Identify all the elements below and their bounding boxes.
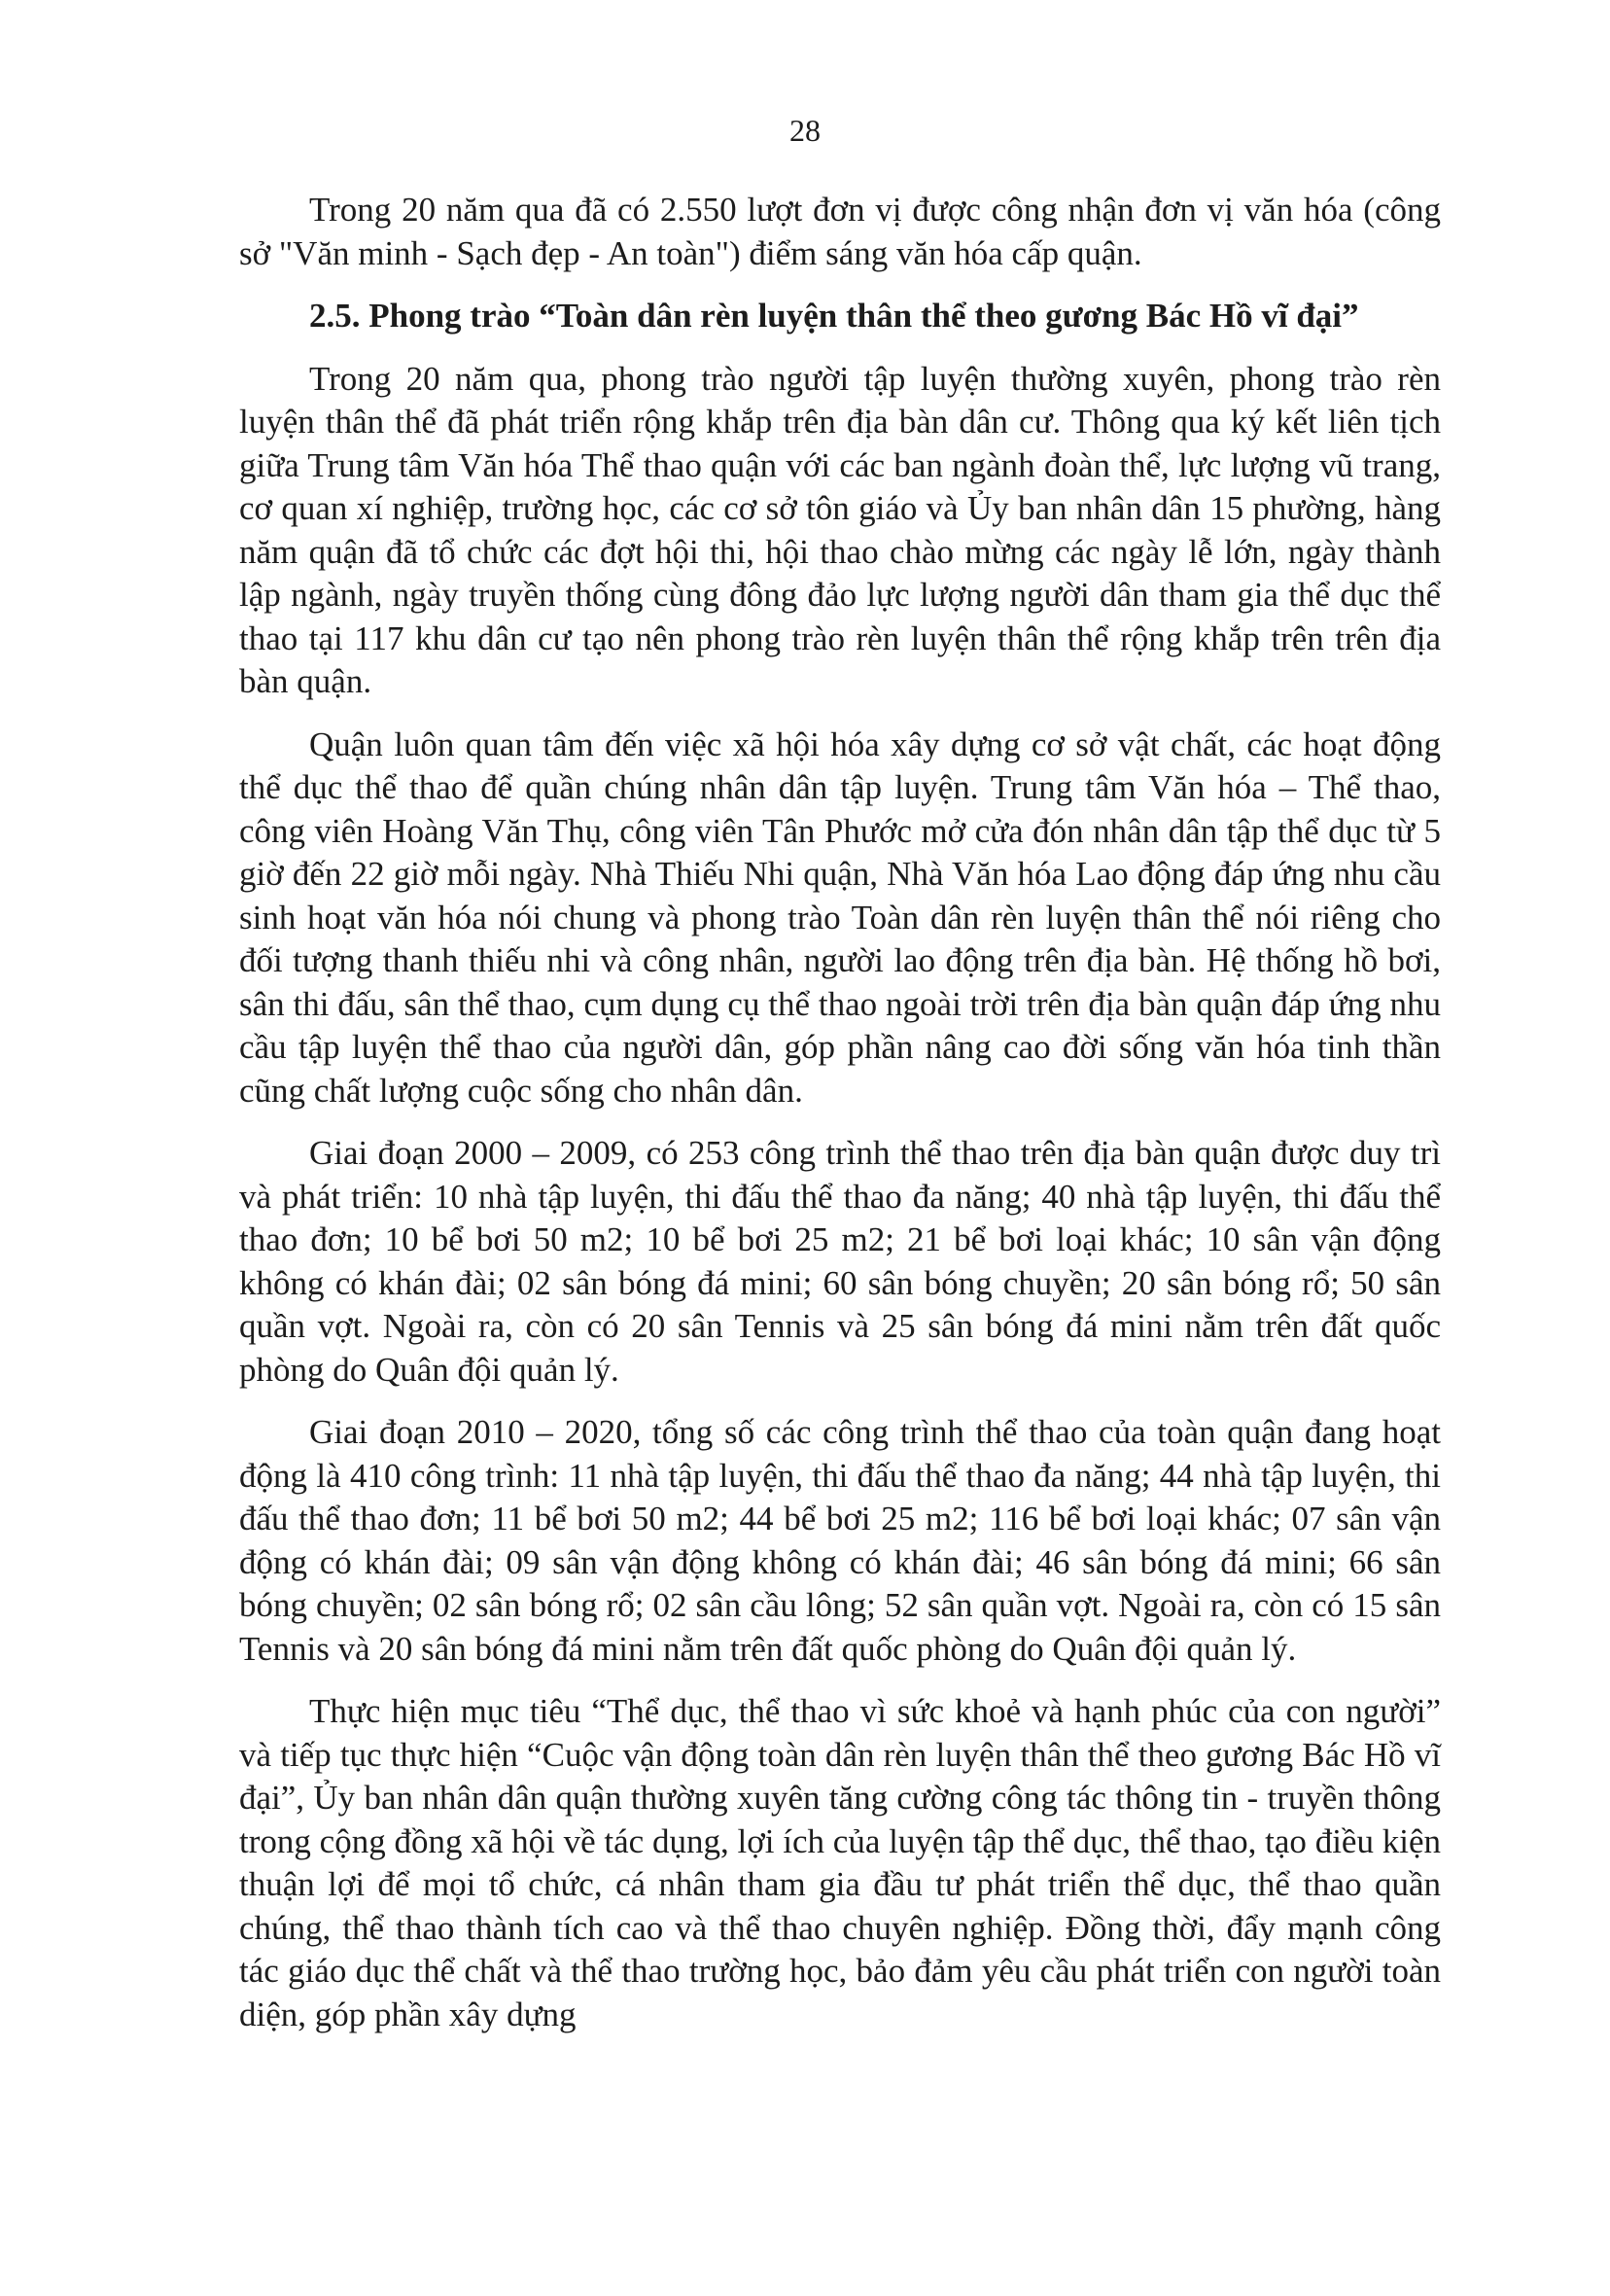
paragraph-training-movement: Trong 20 năm qua, phong trào người tập luyện thường xuyên, phong trào rèn luyện thân thể đã phát triển rộng khắp trên địa bàn dân cư. Thông qua ký kết liên tịch giữa Trung tâm Văn hóa Thể thao quận với các ban ngành đoàn thể, lực lượng vũ trang, cơ quan xí nghiệp, trường học, các cơ sở tôn giáo và Ủy ban nhân dân 15 phường, hàng năm quận đã tổ chức các đợt hội thi, hội thao chào mừng các ngày lễ lớn, ngày thành lập ngành, ngày truyền thống cùng đông đảo lực lượng người dân tham gia thể dục thể thao tại 117 khu dân cư tạo nên phong trào rèn luyện thân thể rộng khắp trên trên địa bàn quận. [239, 359, 1441, 700]
section-heading-2-5: 2.5. Phong trào “Toàn dân rèn luyện thân thể theo gương Bác Hồ vĩ đại” [309, 297, 1359, 335]
paragraph-cultural-units: Trong 20 năm qua đã có 2.550 lượt đơn vị được công nhận đơn vị văn hóa (công sở "Văn minh - Sạch đẹp - An toàn") điểm sáng văn hóa cấp quận. [239, 191, 1441, 272]
page-number: 28 [789, 113, 821, 148]
paragraph-period-2000-2009: Giai đoạn 2000 – 2009, có 253 công trình thể thao trên địa bàn quận được duy trì và phát triển: 10 nhà tập luyện, thi đấu thể thao đa năng; 40 nhà tập luyện, thi đấu thể thao đơn; 10 bể bơi 50 m2; 10 bể bơi 25 m2; 21 bể bơi loại khác; 10 sân vận động không có khán đài; 02 sân bóng đá mini; 60 sân bóng chuyền; 20 sân bóng rổ; 50 sân quần vợt. Ngoài ra, còn có 20 sân Tennis và 25 sân bóng đá mini nằm trên đất quốc phòng do Quân đội quản lý. [239, 1134, 1441, 1389]
paragraph-facilities-socialization: Quận luôn quan tâm đến việc xã hội hóa xây dựng cơ sở vật chất, các hoạt động thể dục thể thao để quần chúng nhân dân tập luyện. Trung tâm Văn hóa – Thể thao, công viên Hoàng Văn Thụ, công viên Tân Phước mở cửa đón nhân dân tập thể dục từ 5 giờ đến 22 giờ mỗi ngày. Nhà Thiếu Nhi quận, Nhà Văn hóa Lao động đáp ứng nhu cầu sinh hoạt văn hóa nói chung và phong trào Toàn dân rèn luyện thân thể nói riêng cho đối tượng thanh thiếu nhi và công nhân, người lao động trên địa bàn. Hệ thống hồ bơi, sân thi đấu, sân thể thao, cụm dụng cụ thể thao ngoài trời trên địa bàn quận đáp ứng nhu cầu tập luyện thể thao của người dân, góp phần nâng cao đời sống văn hóa tinh thần cũng chất lượng cuộc sống cho nhân dân. [239, 724, 1441, 1110]
paragraph-period-2010-2020: Giai đoạn 2010 – 2020, tổng số các công trình thể thao của toàn quận đang hoạt động là 410 công trình: 11 nhà tập luyện, thi đấu thể thao đa năng; 44 nhà tập luyện, thi đấu thể thao đơn; 11 bể bơi 50 m2; 44 bể bơi 25 m2; 116 bể bơi loại khác; 07 sân vận động có khán đài; 09 sân vận động không có khán đài; 46 sân bóng đá mini; 66 sân bóng chuyền; 02 sân bóng rổ; 02 sân cầu lông; 52 sân quần vợt. Ngoài ra, còn có 15 sân Tennis và 20 sân bóng đá mini nằm trên đất quốc phòng do Quân đội quản lý. [239, 1413, 1441, 1668]
paragraph-goals: Thực hiện mục tiêu “Thể dục, thể thao vì sức khoẻ và hạnh phúc của con người” và tiếp tục thực hiện “Cuộc vận động toàn dân rèn luyện thân thể theo gương Bác Hồ vĩ đại”, Ủy ban nhân dân quận thường xuyên tăng cường công tác thông tin - truyền thông trong cộng đồng xã hội về tác dụng, lợi ích của luyện tập thể dục, thể thao, tạo điều kiện thuận lợi để mọi tổ chức, cá nhân tham gia đầu tư phát triển thể dục, thể thao quần chúng, thể thao thành tích cao và thể thao chuyên nghiệp. Đồng thời, đẩy mạnh công tác giáo dục thể chất và thể thao trường học, bảo đảm yêu cầu phát triển con người toàn diện, góp phần xây dựng [239, 1692, 1441, 2033]
page-body [239, 189, 1441, 2056]
